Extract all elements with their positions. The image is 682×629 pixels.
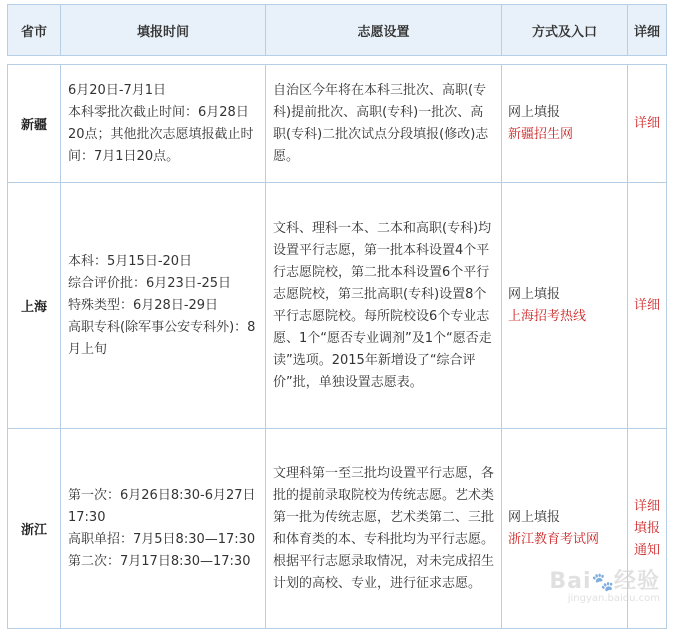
detail-link[interactable]: 详细 bbox=[633, 498, 660, 514]
settings-cell: 文理科第一至三批均设置平行志愿，各批的提前录取院校为传统志愿。艺术类第一批为传统志愿，艺术类第二、三批和体育类的本、专科批均为平行志愿。根据平行志愿录取情况，对未完成招生计划的高校、专业，进行征求志愿。 bbox=[266, 429, 502, 629]
watermark-logo-cn: 经验 bbox=[613, 569, 660, 594]
time-line: 6月20日-7月1日 bbox=[68, 82, 167, 98]
settings-cell: 文科、理科一本、二本和高职(专科)均设置平行志愿，第一批本科设置4个平行志愿院校，第二批本科设置6个平行志愿院校，第三批高职(专科)设置8个平行志愿院校。每所院校设6个专业志愿、1个“愿否专业调剂”及1个“愿否走读”选项。2015年新增设了“综合评价”批，单独设置志愿表。 bbox=[266, 183, 502, 429]
header-detail: 详细 bbox=[628, 5, 667, 56]
settings-cell: 自治区今年将在本科三批次、高职(专科)提前批次、高职(专科)一批次、高职(专科)二批次试点分段填报(修改)志愿。 bbox=[266, 65, 502, 183]
province-cell: 新疆 bbox=[8, 65, 61, 183]
detail-notice-link[interactable]: 填报通知 bbox=[633, 520, 660, 558]
entry-link[interactable]: 浙江教育考试网 bbox=[508, 531, 600, 547]
time-line: 特殊类型：6月28日-29日 bbox=[68, 297, 219, 313]
province-cell: 浙江 bbox=[8, 429, 61, 629]
detail-link[interactable]: 详细 bbox=[633, 297, 660, 313]
method-text: 网上填报 bbox=[508, 104, 561, 120]
detail-link[interactable]: 详细 bbox=[633, 115, 660, 131]
table-row bbox=[8, 183, 667, 429]
time-line: 第一次：6月26日8:30-6月27日17:30 bbox=[68, 487, 256, 525]
baidu-jingyan-watermark bbox=[549, 564, 660, 604]
table-row bbox=[8, 65, 667, 183]
time-line: 本科：5月15日-20日 bbox=[68, 253, 193, 269]
detail-cell bbox=[628, 65, 667, 183]
method-text: 网上填报 bbox=[508, 286, 561, 302]
province-cell: 上海 bbox=[8, 183, 61, 429]
header-settings: 志愿设置 bbox=[266, 5, 502, 56]
entry-link[interactable]: 上海招考热线 bbox=[508, 308, 587, 324]
time-line: 综合评价批：6月23日-25日 bbox=[68, 275, 232, 291]
method-text: 网上填报 bbox=[508, 509, 561, 525]
detail-cell bbox=[628, 183, 667, 429]
time-line: 高职单招：7月5日8:30—17:30 bbox=[68, 531, 256, 547]
header-time: 填报时间 bbox=[61, 5, 266, 56]
time-cell bbox=[61, 429, 266, 629]
watermark-url: jingyan.baidu.com bbox=[567, 593, 660, 604]
entry-link[interactable]: 新疆招生网 bbox=[508, 126, 574, 142]
time-cell bbox=[61, 65, 266, 183]
paw-icon: 🐾 bbox=[591, 572, 614, 593]
table-header-row bbox=[8, 5, 667, 56]
header-method: 方式及入口 bbox=[502, 5, 628, 56]
admission-schedule-table bbox=[7, 4, 667, 629]
time-line: 第二次：7月17日8:30—17:30 bbox=[68, 553, 251, 569]
method-cell bbox=[502, 183, 628, 429]
time-line: 本科零批次截止时间：6月28日20点；其他批次志愿填报截止时间：7月1日20点。 bbox=[68, 104, 254, 164]
time-cell bbox=[61, 183, 266, 429]
spacer-row bbox=[8, 56, 667, 65]
watermark-logo: Bai bbox=[549, 569, 592, 594]
method-cell bbox=[502, 65, 628, 183]
header-province: 省市 bbox=[8, 5, 61, 56]
time-line: 高职专科(除军事公安专科外)：8月上旬 bbox=[68, 319, 256, 357]
